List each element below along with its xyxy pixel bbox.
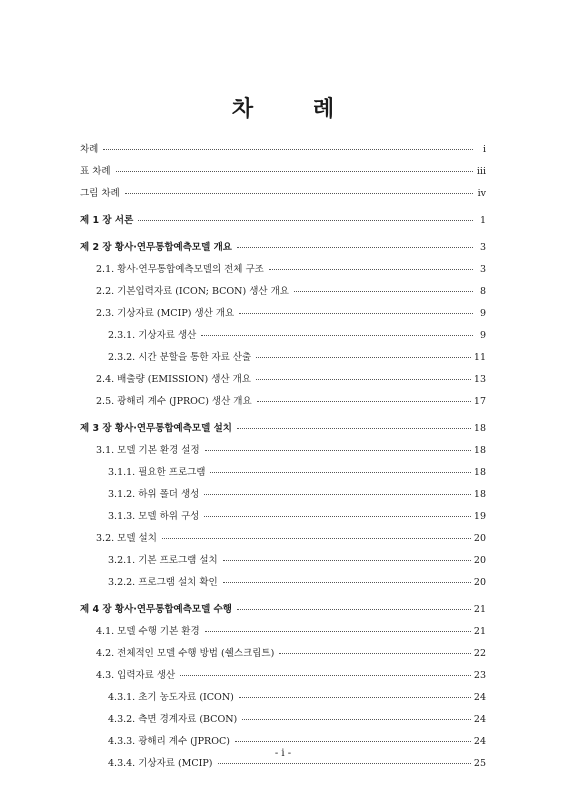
toc-dot-leader [294, 291, 473, 292]
toc-entry-page: i [482, 144, 486, 155]
toc-entry-page: 22 [473, 648, 486, 659]
toc-entry-label: 4.1. 모델 수행 기본 환경 [96, 626, 200, 637]
toc-entry-label: 2.3. 기상자료 (MCIP) 생산 개요 [96, 308, 235, 319]
toc-entry-page: 20 [473, 533, 486, 544]
toc-dot-leader [256, 357, 471, 358]
toc-entry-label: 3.2.2. 프로그램 설치 확인 [108, 577, 218, 588]
toc-entry-label: 4.3.3. 광해리 계수 (JPROC) [108, 736, 230, 747]
toc-entry-page: 3 [479, 264, 486, 275]
toc-entry-page: 24 [473, 692, 486, 703]
toc-dot-leader [204, 494, 471, 495]
toc-section[interactable] [80, 645, 486, 667]
toc-entry-label: 4.3.4. 기상자료 (MCIP) [108, 758, 213, 769]
toc-section[interactable] [80, 623, 486, 645]
toc-entry-label: 4.3.2. 측면 경계자료 (BCON) [108, 714, 238, 725]
toc-entry-page: 11 [473, 352, 486, 363]
toc-dot-leader [269, 269, 473, 270]
toc-entry-label: 제 3 장 황사·연무통합예측모델 설치 [80, 423, 232, 434]
toc-entry-page: 17 [473, 396, 486, 407]
toc-entry-label: 제 4 장 황사·연무통합예측모델 수행 [80, 604, 232, 615]
toc-subsection[interactable] [80, 689, 486, 711]
page-number: - i - [274, 748, 292, 759]
toc-dot-leader [242, 719, 471, 720]
toc-entry-label: 2.5. 광해리 계수 (JPROC) 생산 개요 [96, 396, 252, 407]
toc-entry-page: 8 [479, 286, 486, 297]
toc-dot-leader [239, 697, 471, 698]
toc-dot-leader [116, 171, 473, 172]
toc-entry-page: 24 [473, 714, 486, 725]
toc-dot-leader [257, 401, 471, 402]
toc-section[interactable] [80, 667, 486, 689]
toc-entry-label: 2.3.2. 시간 분할을 통한 자료 산출 [108, 352, 252, 363]
toc-entry-label: 그림 차례 [80, 188, 120, 199]
toc-entry-page: 24 [473, 736, 486, 747]
toc-dot-leader [204, 516, 471, 517]
toc-section[interactable] [80, 530, 486, 552]
toc-dot-leader [235, 741, 471, 742]
toc-entry-page: 9 [479, 308, 486, 319]
toc-entry-label: 2.2. 기본입력자료 (ICON; BCON) 생산 개요 [96, 286, 289, 297]
toc-entry-label: 2.4. 배출량 (EMISSION) 생산 개요 [96, 374, 251, 385]
toc-entry-page: 9 [479, 330, 486, 341]
toc-entry-page: 19 [473, 511, 486, 522]
toc-entry-page: 20 [473, 577, 486, 588]
toc-dot-leader [103, 149, 473, 150]
toc-entry-label: 3.1.3. 모델 하위 구성 [108, 511, 200, 522]
toc-section[interactable] [80, 371, 486, 393]
toc-subsection[interactable] [80, 464, 486, 486]
toc-section[interactable] [80, 393, 486, 415]
toc-dot-leader [210, 472, 470, 473]
toc-section[interactable] [80, 442, 486, 464]
toc-entry-label: 제 1 장 서론 [80, 215, 134, 226]
toc-entry-page: 3 [479, 242, 486, 253]
toc-entry-label: 제 2 장 황사·연무통합예측모델 개요 [80, 242, 232, 253]
toc-entry-page: 18 [473, 467, 486, 478]
toc-subsection[interactable] [80, 327, 486, 349]
toc-section[interactable] [80, 261, 486, 283]
toc-dot-leader [138, 220, 473, 221]
toc-dot-leader [180, 675, 471, 676]
toc-entry-label: 3.1. 모델 기본 환경 설정 [96, 445, 200, 456]
toc-dot-leader [223, 582, 471, 583]
toc-entry-page: 18 [473, 445, 486, 456]
toc-subsection[interactable] [80, 508, 486, 530]
toc-chapter-4[interactable] [80, 601, 486, 623]
toc-entry-label: 2.1. 황사·연무통합예측모델의 전체 구조 [96, 264, 264, 275]
toc-entry-label: 2.3.1. 기상자료 생산 [108, 330, 197, 341]
toc-dot-leader [218, 763, 471, 764]
toc-entry-page: 18 [473, 489, 486, 500]
toc-entry-label: 3.1.2. 하위 폴더 생성 [108, 489, 200, 500]
toc-dot-leader [201, 335, 473, 336]
toc-dot-leader [279, 653, 471, 654]
toc-dot-leader [125, 193, 473, 194]
toc-dot-leader [237, 428, 471, 429]
toc-entry-page: 1 [479, 215, 486, 226]
toc-entry-page: 21 [473, 604, 486, 615]
toc-entry-page: 18 [473, 423, 486, 434]
toc-dot-leader [237, 609, 471, 610]
toc-subsection[interactable] [80, 574, 486, 596]
toc-section[interactable] [80, 305, 486, 327]
toc-entry-page: 21 [473, 626, 486, 637]
toc-dot-leader [256, 379, 471, 380]
toc-entry-page: 25 [473, 758, 486, 769]
toc-entry-page: iv [477, 188, 486, 199]
toc-entry-contents[interactable] [80, 141, 486, 163]
toc-entry-label: 3.2. 모델 설치 [96, 533, 157, 544]
toc-dot-leader [162, 538, 471, 539]
toc-dot-leader [237, 247, 473, 248]
toc-dot-leader [223, 560, 471, 561]
toc-entry-label: 4.3. 입력자료 생산 [96, 670, 176, 681]
toc-entry-list-of-tables[interactable] [80, 163, 486, 185]
toc-dot-leader [205, 450, 471, 451]
toc-chapter-1[interactable] [80, 212, 486, 234]
toc-section[interactable] [80, 283, 486, 305]
toc-chapter-2[interactable] [80, 239, 486, 261]
toc-entry-label: 4.2. 전체적인 모델 수행 방법 (쉘스크립트) [96, 648, 275, 659]
toc-dot-leader [239, 313, 473, 314]
toc-entry-label: 차례 [80, 144, 99, 155]
table-of-contents [80, 141, 486, 777]
toc-entry-label: 3.1.1. 필요한 프로그램 [108, 467, 206, 478]
toc-chapter-3[interactable] [80, 420, 486, 442]
toc-entry-label: 표 차례 [80, 166, 111, 177]
toc-subsection[interactable] [80, 349, 486, 371]
toc-entry-page: 13 [473, 374, 486, 385]
toc-dot-leader [205, 631, 471, 632]
toc-subsection[interactable] [80, 552, 486, 574]
toc-subsection[interactable] [80, 711, 486, 733]
toc-entry-label: 4.3.1. 초기 농도자료 (ICON) [108, 692, 234, 703]
toc-entry-list-of-figures[interactable] [80, 185, 486, 207]
toc-entry-page: iii [476, 166, 486, 177]
toc-entry-page: 23 [473, 670, 486, 681]
page-title: 차 례 [231, 97, 361, 122]
toc-entry-label: 3.2.1. 기본 프로그램 설치 [108, 555, 218, 566]
toc-entry-page: 20 [473, 555, 486, 566]
toc-subsection[interactable] [80, 486, 486, 508]
